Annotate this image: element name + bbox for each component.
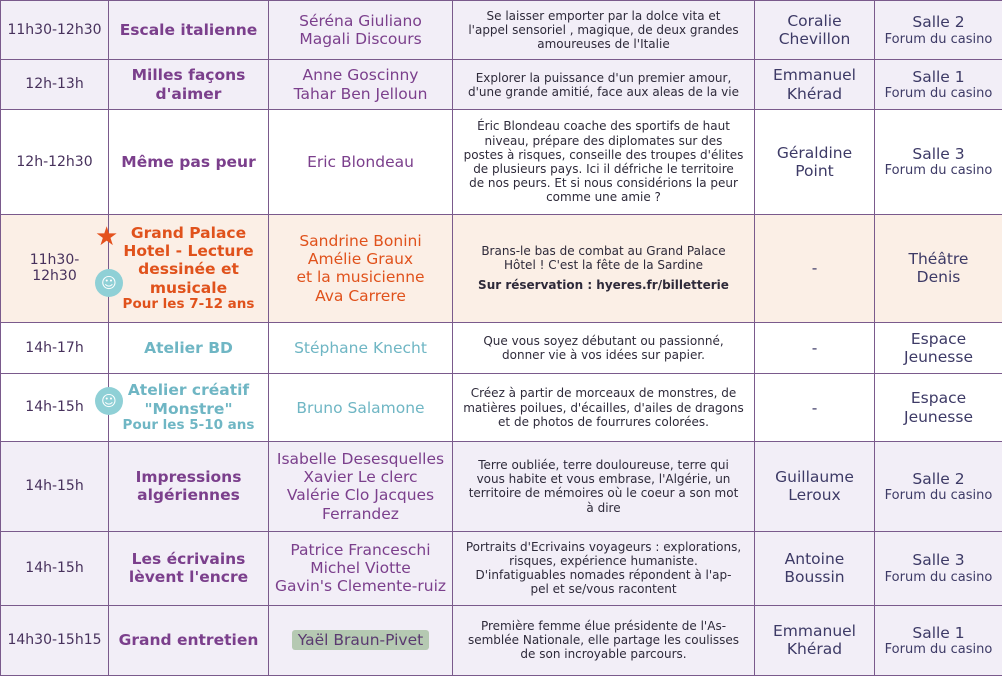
authors-cell: Stéphane Knecht xyxy=(269,322,453,373)
schedule-row xyxy=(1,442,1002,531)
event-title: ★ ☺ Grand Palace Hotel - Lecture dessinée et musicale Pour les 7-12 ans xyxy=(109,214,269,322)
authors-cell: Anne Goscinny Tahar Ben Jelloun xyxy=(269,60,453,110)
moderator-cell: Emmanuel Khérad xyxy=(755,60,875,110)
place-cell: Salle 2 Forum du casino xyxy=(875,442,1002,531)
authors-cell: Sandrine Bonini Amélie Graux et la musicienne Ava Carrere xyxy=(269,214,453,322)
description-cell: Terre oubliée, terre douloureuse, terre qui vous habite et vous embrase, l'Algérie, un territoire de mémoires où le coeur a son mot à dire xyxy=(453,442,755,531)
schedule-row xyxy=(1,110,1002,214)
time-cell: 12h-13h xyxy=(1,60,109,110)
event-title: Impressions algériennes xyxy=(109,442,269,531)
place-cell: Salle 3 Forum du casino xyxy=(875,110,1002,214)
moderator-cell: - xyxy=(755,374,875,442)
schedule-row xyxy=(1,605,1002,675)
time-cell: 14h-17h xyxy=(1,322,109,373)
kids-badge-icon: ☺ xyxy=(95,387,123,415)
description-cell: Première femme élue présidente de l'As- semblée Nationale, elle partage les coulisses de son incroyable parcours. xyxy=(453,605,755,675)
authors-cell: Eric Blondeau xyxy=(269,110,453,214)
event-title: ☺ Atelier créatif "Monstre" Pour les 5-10 ans xyxy=(109,374,269,442)
event-title: Les écrivains lèvent l'encre xyxy=(109,531,269,605)
schedule-row xyxy=(1,60,1002,110)
time-cell: 14h-15h xyxy=(1,374,109,442)
age-range: Pour les 5-10 ans xyxy=(122,416,255,433)
description-cell: Explorer la puissance d'un premier amour, d'une grande amitié, face aux aleas de la vie xyxy=(453,60,755,110)
kids-badge-icon: ☺ xyxy=(95,269,123,297)
event-title: Escale italienne xyxy=(109,1,269,60)
time-cell: 12h-12h30 xyxy=(1,110,109,214)
event-title: Milles façons d'aimer xyxy=(109,60,269,110)
schedule-row xyxy=(1,531,1002,605)
place-cell: Salle 1 Forum du casino xyxy=(875,60,1002,110)
moderator-cell: Guillaume Leroux xyxy=(755,442,875,531)
authors-cell: Patrice Franceschi Michel Viotte Gavin's Clemente-ruiz xyxy=(269,531,453,605)
time-cell: 14h-15h xyxy=(1,531,109,605)
event-title: Atelier BD xyxy=(109,322,269,373)
schedule-row xyxy=(1,322,1002,373)
age-range: Pour les 7-12 ans xyxy=(122,295,255,312)
schedule-row xyxy=(1,214,1002,322)
moderator-cell: - xyxy=(755,322,875,373)
description-cell: Que vous soyez débutant ou passionné, donner vie à vos idées sur papier. xyxy=(453,322,755,373)
time-cell: 11h30-12h30 xyxy=(1,1,109,60)
description-cell: Créez à partir de morceaux de monstres, de matières poilues, d'écailles, d'ailes de dragons et de photos de fourrures colorées. xyxy=(453,374,755,442)
place-cell: Salle 3 Forum du casino xyxy=(875,531,1002,605)
authors-cell xyxy=(269,605,453,675)
time-cell: 14h-15h xyxy=(1,442,109,531)
event-title: Grand entretien xyxy=(109,605,269,675)
schedule-row xyxy=(1,374,1002,442)
authors-cell: Séréna Giuliano Magali Discours xyxy=(269,1,453,60)
authors-cell: Bruno Salamone xyxy=(269,374,453,442)
moderator-cell: Géraldine Point xyxy=(755,110,875,214)
description-cell: Éric Blondeau coache des sportifs de haut niveau, prépare des diplomates sur des postes à risques, conseille des troupes d'élites de plusieurs pays. Ici il défriche le territoire de nos peurs. Et si nous considérions la peur comme une amie ? xyxy=(453,110,755,214)
place-cell: Espace Jeunesse xyxy=(875,374,1002,442)
moderator-cell: Antoine Boussin xyxy=(755,531,875,605)
place-cell: Salle 2 Forum du casino xyxy=(875,1,1002,60)
place-cell: Espace Jeunesse xyxy=(875,322,1002,373)
highlighted-author: Yaël Braun-Pivet xyxy=(292,630,429,650)
moderator-cell: - xyxy=(755,214,875,322)
time-cell: 11h30- 12h30 xyxy=(1,214,109,322)
star-icon: ★ xyxy=(95,221,119,252)
moderator-cell: Emmanuel Khérad xyxy=(755,605,875,675)
place-cell: Théâtre Denis xyxy=(875,214,1002,322)
place-cell: Salle 1 Forum du casino xyxy=(875,605,1002,675)
authors-cell: Isabelle Desesquelles Xavier Le clerc Valérie Clo Jacques Ferrandez xyxy=(269,442,453,531)
time-cell: 14h30-15h15 xyxy=(1,605,109,675)
reservation-link[interactable]: Sur réservation : hyeres.fr/billetterie xyxy=(478,278,729,293)
moderator-cell: Coralie Chevillon xyxy=(755,1,875,60)
schedule-row xyxy=(1,1,1002,60)
description-cell: Se laisser emporter par la dolce vita et l'appel sensoriel , magique, de deux grandes amoureuses de l'Italie xyxy=(453,1,755,60)
description-cell: Brans-le bas de combat au Grand Palace Hôtel ! C'est la fête de la Sardine Sur réservation : hyeres.fr/billetterie xyxy=(453,214,755,322)
description-cell: Portraits d'Ecrivains voyageurs : explorations, risques, expérience humaniste. D'infatiguables nomades répondent à l'ap- pel et se/vous racontent xyxy=(453,531,755,605)
event-title: Même pas peur xyxy=(109,110,269,214)
